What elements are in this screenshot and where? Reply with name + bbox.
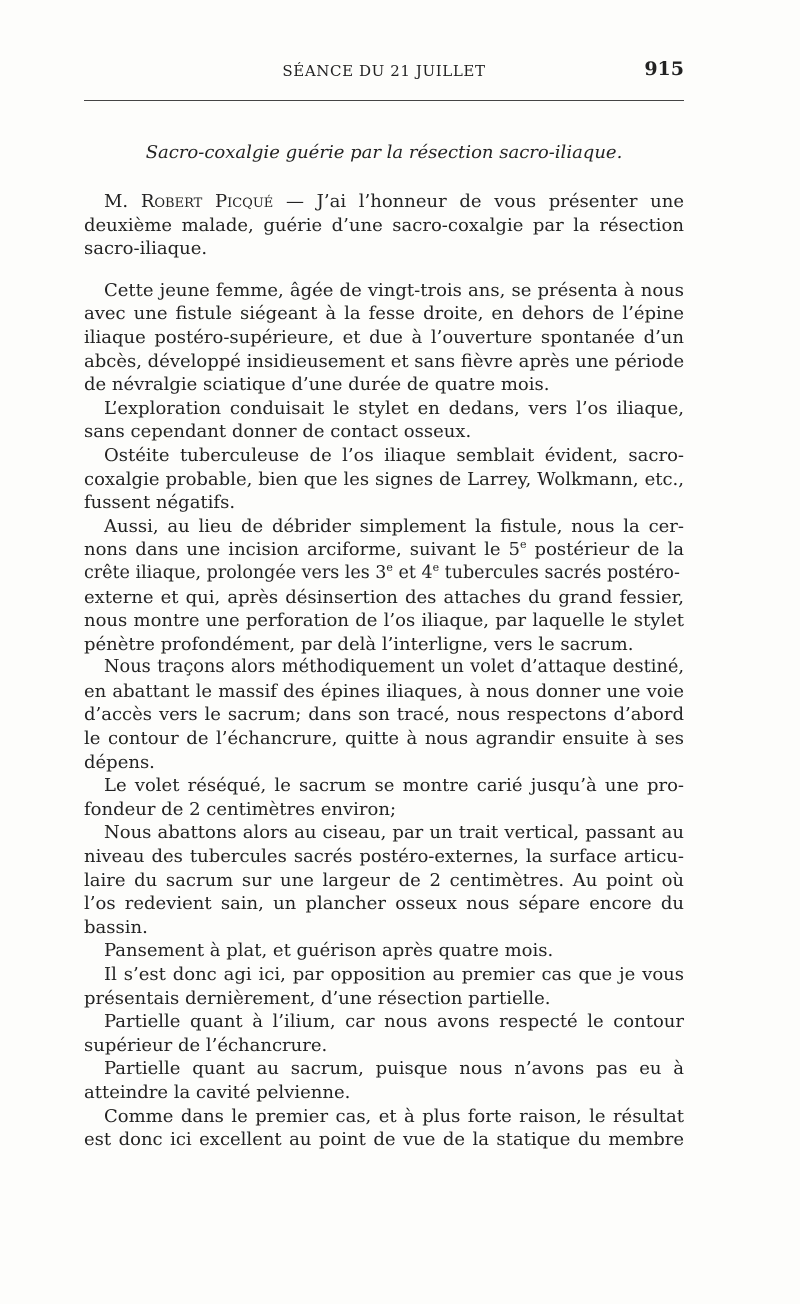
text-line: Nous traçons alors méthodiquement un volet d’attaque destiné, bbox=[104, 657, 684, 678]
text-line: coxalgie probable, bien que les signes de Larrey, Wolkmann, etc., bbox=[84, 468, 684, 490]
text-line: Ostéite tuberculeuse de l’os iliaque semblait évident, sacro- bbox=[104, 444, 684, 466]
text-line: Le volet réséqué, le sacrum se montre carié jusqu’à une pro- bbox=[104, 775, 684, 797]
text-line: l’os redevient sain, un plancher osseux nous sépare encore du bbox=[84, 893, 684, 915]
text-line: Nous abattons alors au ciseau, par un trait vertical, passant au bbox=[104, 822, 684, 844]
text-line: M. Robert Picqué — J’ai l’honneur de vous présenter une bbox=[104, 191, 684, 212]
text-line: Cette jeune femme, âgée de vingt-trois ans, se présenta à nous bbox=[104, 279, 684, 301]
text-line: dépens. bbox=[84, 751, 155, 773]
text-line: pénètre profondément, par delà l’interligne, vers le sacrum. bbox=[84, 633, 634, 655]
article-title: Sacro-coxalgie guérie par la résection sacro-iliaque. bbox=[145, 142, 623, 163]
text-line: laire du sacrum sur une largeur de 2 centimètres. Au point où bbox=[84, 869, 684, 891]
text-line: Il s’est donc agi ici, par opposition au premier cas que je vous bbox=[104, 964, 684, 985]
text-line: iliaque postéro-supérieure, et due à l’ouverture spontanée d’un bbox=[84, 326, 684, 348]
text-line: fondeur de 2 centimètres environ; bbox=[84, 798, 397, 820]
text-line: Aussi, au lieu de débrider simplement la fistule, nous la cer- bbox=[104, 515, 684, 537]
speaker-prefix: M. bbox=[104, 191, 141, 212]
text-line: sans cependant donner de contact osseux. bbox=[84, 421, 472, 443]
text-line: Partielle quant au sacrum, puisque nous n’avons pas eu à bbox=[104, 1058, 684, 1080]
header-rule bbox=[84, 100, 684, 101]
text-line: atteindre la cavité pelvienne. bbox=[84, 1081, 351, 1103]
text-line: niveau des tubercules sacrés postéro-externes, la surface articu- bbox=[84, 846, 684, 868]
text-line: avec une fistule siégeant à la fesse droite, en dehors de l’épine bbox=[84, 303, 684, 325]
text-line: de névralgie sciatique d’une durée de quatre mois. bbox=[84, 374, 550, 396]
text-line: fussent négatifs. bbox=[84, 492, 236, 514]
text-line: Partielle quant à l’ilium, car nous avons respecté le contour bbox=[104, 1011, 684, 1033]
text-line: Comme dans le premier cas, et à plus forte raison, le résultat bbox=[104, 1105, 684, 1127]
text-line: est donc ici excellent au point de vue de la statique du membre bbox=[84, 1129, 684, 1151]
text-line: bassin. bbox=[84, 916, 148, 938]
text-line: crête iliaque, prolongée vers les 3e et 4e tubercules sacrés postéro- bbox=[84, 561, 680, 583]
text-line: abcès, développé insidieusement et sans fièvre après une période bbox=[84, 350, 685, 372]
text-line: sacro-iliaque. bbox=[84, 238, 208, 260]
running-title: SÉANCE DU 21 JUILLET bbox=[282, 62, 486, 80]
text-line: nons dans une incision arciforme, suivant le 5e postérieur de la bbox=[84, 538, 684, 561]
text-line: présentais dernièrement, d’une résection partielle. bbox=[84, 987, 551, 1009]
text-line: d’accès vers le sacrum; dans son tracé, nous respectons d’abord bbox=[84, 704, 684, 726]
article-body bbox=[84, 190, 684, 1152]
page-number: 915 bbox=[644, 58, 684, 80]
text-line: L’exploration conduisait le stylet en dedans, vers l’os iliaque, bbox=[104, 397, 684, 419]
text-line: Pansement à plat, et guérison après quatre mois. bbox=[104, 940, 554, 962]
speaker-name: Robert Picqué bbox=[140, 191, 274, 212]
text-line: nous montre une perforation de l’os iliaque, par laquelle le stylet bbox=[84, 610, 684, 632]
text-line: deuxième malade, guérie d’une sacro-coxalgie par la résection bbox=[84, 214, 684, 236]
text-line: supérieur de l’échancrure. bbox=[84, 1034, 328, 1056]
text-line: le contour de l’échancrure, quitte à nous agrandir ensuite à ses bbox=[84, 728, 684, 750]
text-line: en abattant le massif des épines iliaques, à nous donner une voie bbox=[84, 680, 684, 702]
running-header bbox=[84, 58, 684, 88]
text-line: externe et qui, après désinsertion des attaches du grand fessier, bbox=[84, 586, 684, 608]
